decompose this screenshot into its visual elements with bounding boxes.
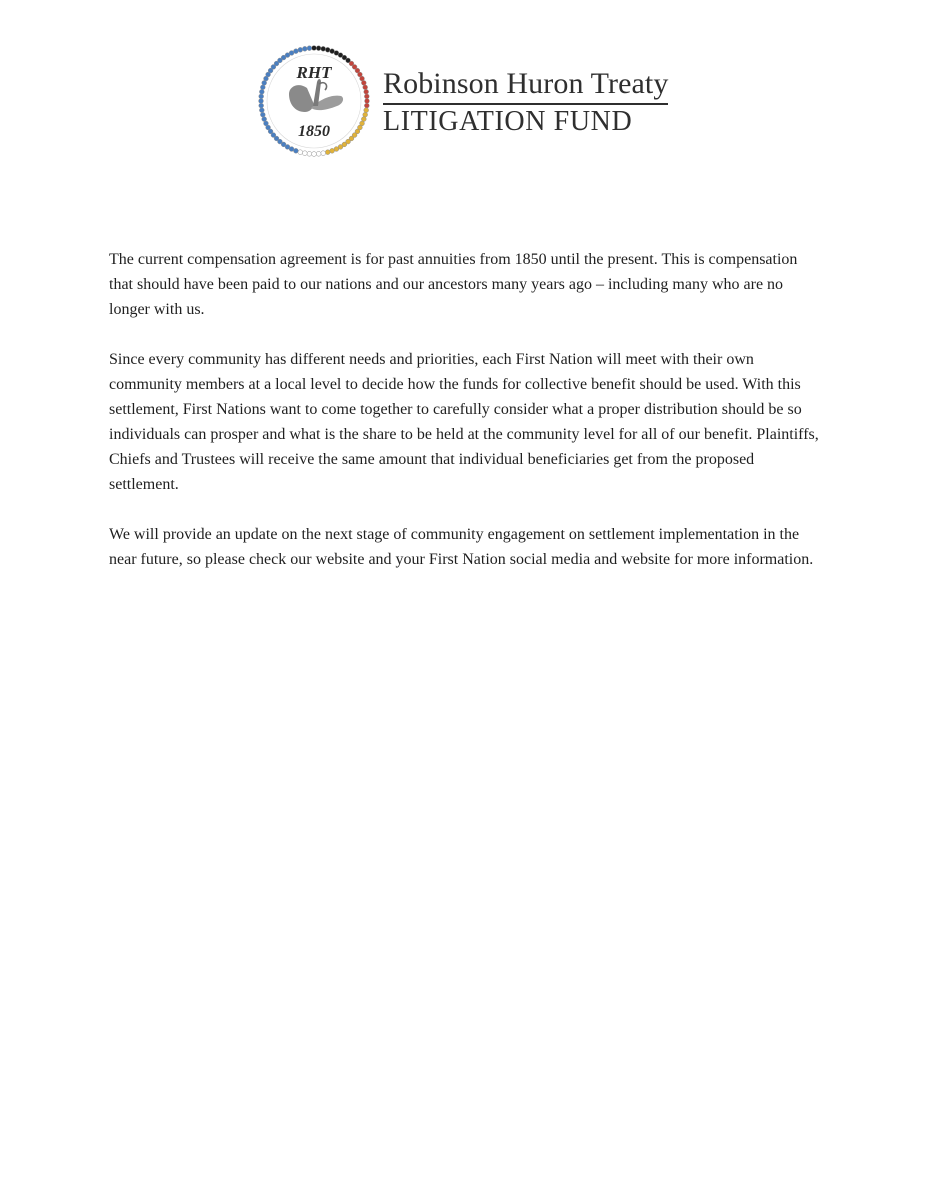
seal-bead	[259, 94, 264, 99]
seal-bead	[259, 89, 264, 94]
seal-bead	[302, 46, 307, 51]
seal-bead	[325, 150, 330, 155]
seal-bead	[363, 112, 368, 117]
seal-bead	[260, 85, 265, 90]
seal-bead	[312, 152, 317, 157]
seal-bead	[260, 112, 265, 117]
paragraph-2: Since every community has different needs and priorities, each First Nation will meet with their own community members at a local level to decide how the funds for collective benefit should be used. With this settlement, First Nations want to come together to carefully consider what a proper distribution should be so individuals can prosper and what is the share to be held at the community level for all of our benefit. Plaintiffs, Chiefs and Trustees will receive the same amount that individual beneficiaries get from the proposed settlement.	[109, 351, 819, 493]
seal-bead	[361, 80, 366, 85]
org-wordmark	[383, 68, 683, 137]
rht-seal-logo	[255, 42, 373, 160]
seal-year: 1850	[298, 123, 330, 140]
paragraph-3: We will provide an update on the next stage of community engagement on settlement implementation in the near future, so please check our website and your First Nation social media and website for more information.	[109, 526, 814, 568]
org-name-line2: LITIGATION FUND	[383, 106, 633, 137]
seal-bead	[364, 108, 369, 113]
seal-bead	[364, 103, 369, 108]
seal-bead	[363, 85, 368, 90]
seal-bead	[364, 94, 369, 99]
seal-bead	[307, 46, 312, 51]
seal-bead	[330, 148, 335, 153]
seal-bead	[298, 150, 303, 155]
seal-bead	[259, 99, 264, 104]
seal-bead	[259, 103, 264, 108]
seal-bead	[364, 89, 369, 94]
seal-bead	[316, 151, 321, 156]
seal-monogram: RHT	[296, 63, 332, 82]
letter-body	[109, 247, 821, 597]
seal-bead	[321, 151, 326, 156]
seal-bead	[312, 46, 317, 51]
seal-bead	[293, 49, 298, 54]
seal-bead	[316, 46, 321, 51]
seal-bead	[298, 47, 303, 52]
seal-bead	[321, 46, 326, 51]
seal-bead	[262, 117, 267, 122]
org-name-line1: Robinson Huron Treaty	[383, 68, 668, 105]
paragraph-1: The current compensation agreement is for past annuities from 1850 until the present. This is compensation that should have been paid to our nations and our ancestors many years ago – including many who are no longer with us.	[109, 251, 798, 318]
seal-bead	[307, 151, 312, 156]
seal-bead	[325, 47, 330, 52]
seal-bead	[302, 151, 307, 156]
letterhead	[255, 42, 685, 164]
seal-bead	[259, 108, 264, 113]
seal-bead	[365, 99, 370, 104]
